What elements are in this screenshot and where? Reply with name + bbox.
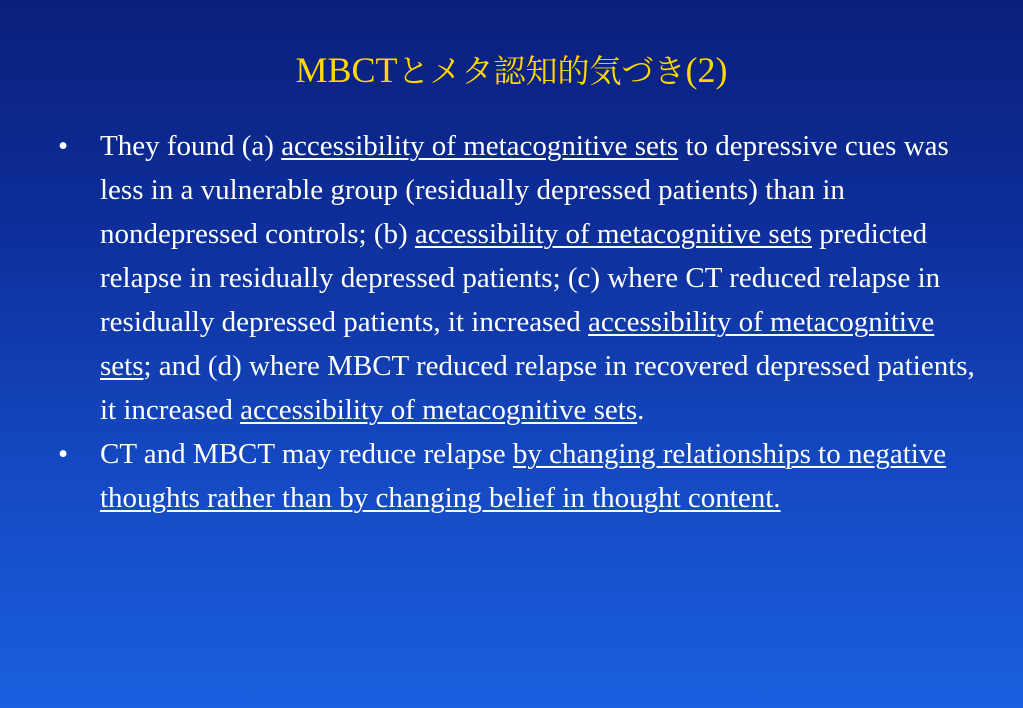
bullet-marker: • (58, 130, 69, 162)
bullet-text-segment: to depressive cues was less in a vulnerable group (residually depressed patients) than in nondepressed controls; (b) (100, 130, 949, 250)
underlined-phrase: accessibility of metacognitive sets (281, 130, 679, 162)
title-suffix: (2) (685, 50, 728, 90)
bullet-text-segment: CT and MBCT may reduce relapse (100, 438, 513, 470)
bullet-text-segment: predicted relapse in residually depressed patients; (c) where CT reduced relapse in residually depressed patients, it increased (100, 218, 941, 338)
underlined-phrase: accessibility of metacognitive sets (100, 306, 935, 382)
bullet-list (58, 124, 978, 520)
title-latin: MBCT (295, 50, 398, 90)
title-japanese: とメタ認知的気づき (397, 52, 686, 90)
bullet-item-2 (58, 432, 978, 520)
slide-title (0, 48, 1023, 93)
underlined-phrase: by changing relationships to negative thoughts rather than by changing belief in thought content. (100, 438, 947, 514)
bullet-text-segment: They found (a) (100, 130, 282, 162)
bullet-text-segment: ; and (d) where MBCT reduced relapse in recovered depressed patients, it increased (100, 350, 975, 426)
bullet-marker: • (58, 438, 69, 470)
bullet-item-1 (58, 124, 978, 432)
underlined-phrase: accessibility of metacognitive sets (414, 218, 812, 250)
bullet-text-segment: . (637, 394, 645, 426)
underlined-phrase: accessibility of metacognitive sets (240, 394, 638, 426)
